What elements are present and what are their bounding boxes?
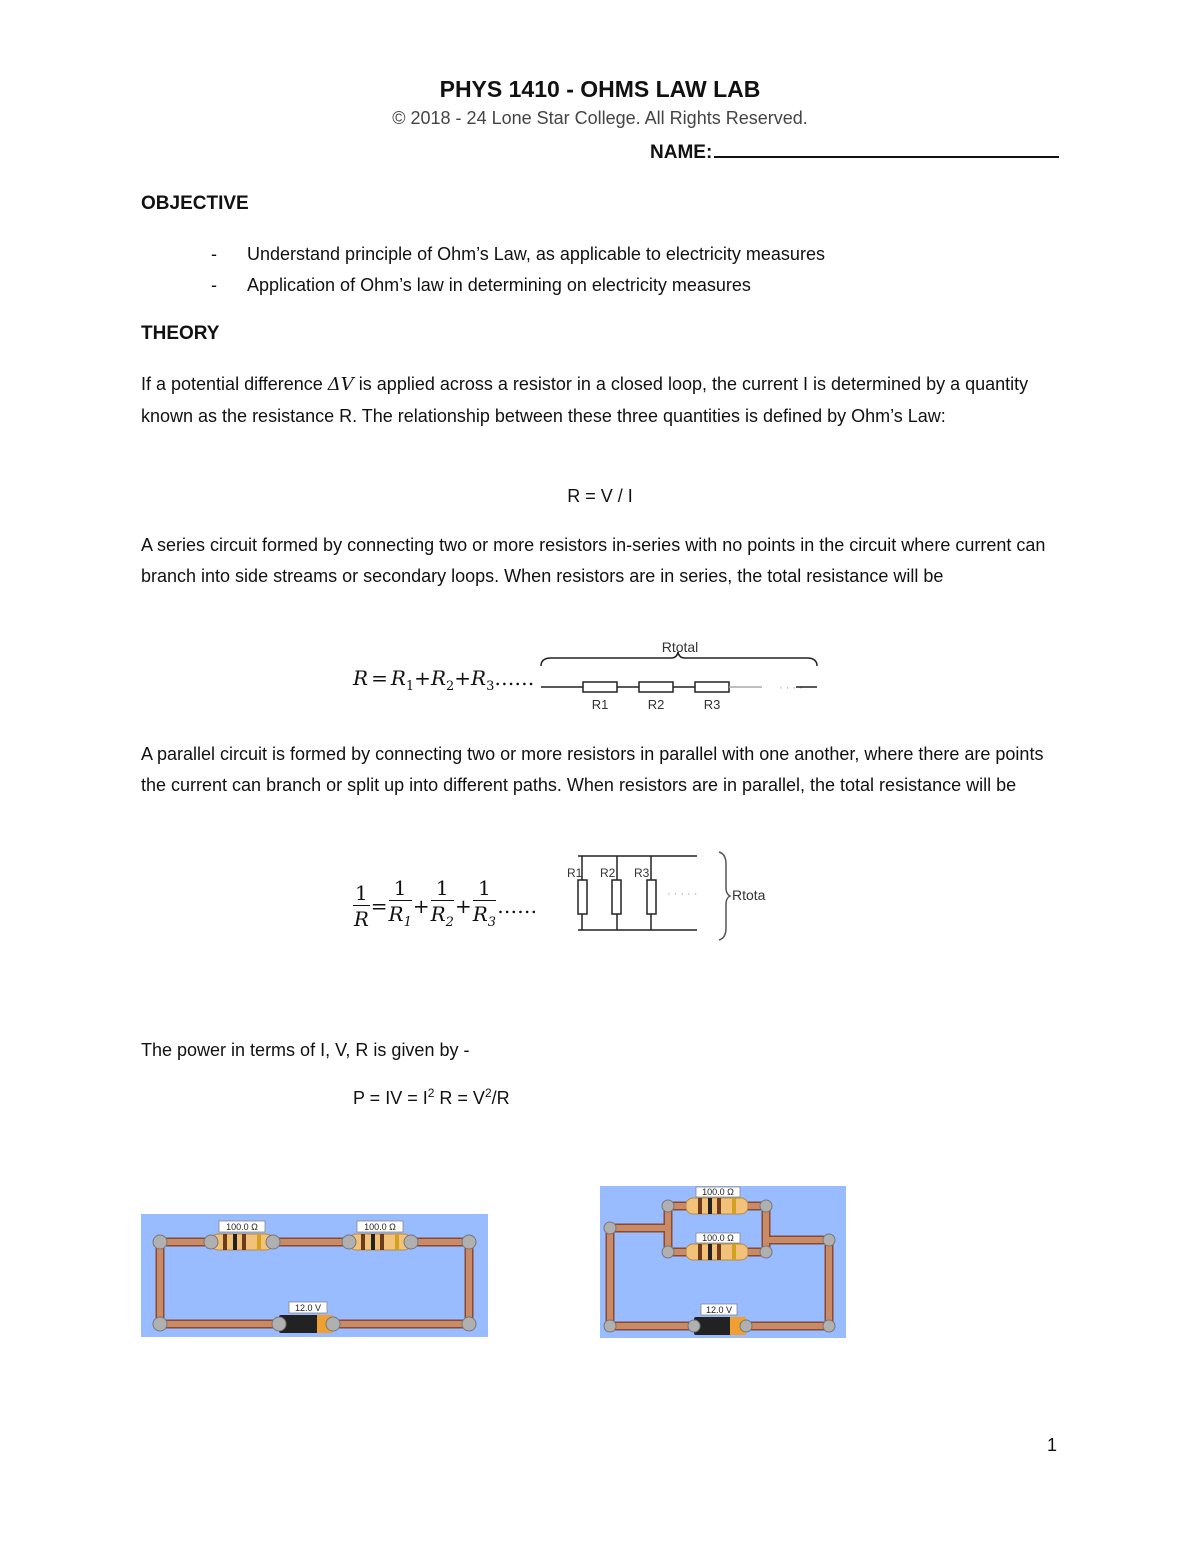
delta-v-symbol: ΔV	[327, 374, 354, 395]
copyright-line: © 2018 - 24 Lone Star College. All Rights Reserved.	[392, 108, 808, 128]
series-formula	[353, 666, 534, 694]
page-number: 1	[1047, 1435, 1058, 1455]
formula-symbol: R	[430, 666, 446, 690]
series-paragraph: A series circuit formed by connecting two or more resistors in-series with no points in the circuit where current can branch into side streams or secondary loops. When resistors are in series, the total resistance will be	[141, 535, 1046, 586]
parallel-paragraph: A parallel circuit is formed by connecting two or more resistors in parallel with one another, where there are points the current can branch or split up into different paths. When resistors are in parallel, the total resistance will be	[141, 744, 1044, 795]
parallel-total-brace	[719, 852, 730, 940]
battery-voltage-label: 12.0 V	[294, 1303, 322, 1313]
resistor-value-label: 100.0 Ω	[702, 1187, 734, 1197]
formula-symbol: =	[371, 666, 388, 690]
fraction: $\frac{1}{R_2}$	[430, 876, 454, 930]
series-circuit-image	[141, 1214, 488, 1337]
intro-text-after: is applied across a resistor in a closed loop, the current I is determined by a quantity known as the resistance R. The relationship between these three quantities is defined by Ohm’s Law:	[141, 374, 1029, 426]
formula-symbol: +	[454, 666, 472, 690]
power-formula-part: /R	[491, 1088, 510, 1108]
label-r2: R2	[647, 697, 665, 712]
resistor-value-label: 100.0 Ω	[702, 1233, 734, 1243]
resistor-r3	[647, 880, 656, 914]
formula-subscript: 3	[486, 679, 495, 694]
parallel-continuation-dots: · · · · ·	[667, 888, 698, 900]
power-formula-superscript: 2	[427, 1086, 435, 1100]
label-r1: R1	[567, 866, 583, 880]
formula-subscript: 1	[405, 679, 415, 694]
power-paragraph: The power in terms of I, V, R is given by -	[141, 1040, 470, 1060]
resistor-r2	[612, 880, 621, 914]
resistor-r1	[578, 880, 587, 914]
label-r2: R2	[600, 866, 616, 880]
ohms-law-equation: R = V / I	[567, 486, 633, 506]
bullet-marker: -	[211, 244, 217, 264]
formula-symbol: ……	[494, 666, 535, 690]
formula-symbol: =	[370, 894, 388, 918]
fraction: $\frac{1}{R_1}$	[388, 876, 412, 930]
fraction: $\frac{1}{R}$	[353, 880, 369, 931]
parallel-circuit-image	[600, 1186, 846, 1338]
name-blank-line[interactable]	[714, 140, 1059, 158]
series-continuation-dots: · · · ·	[779, 682, 803, 694]
formula-symbol: ……	[497, 894, 538, 918]
formula-symbol: R	[471, 666, 487, 690]
resistor-r2	[639, 682, 673, 692]
theory-intro-paragraph	[141, 369, 1061, 431]
resistor-r1	[211, 1221, 273, 1250]
resistor-r3	[695, 682, 729, 692]
series-resistor-diagram	[537, 634, 822, 716]
series-total-label: Rtotal	[661, 639, 699, 655]
power-formula-superscript: 2	[484, 1086, 492, 1100]
label-r3: R3	[634, 866, 650, 880]
resistor-r2	[349, 1221, 411, 1250]
parallel-resistor-diagram	[566, 850, 771, 942]
formula-symbol: R	[353, 666, 369, 690]
objective-heading: OBJECTIVE	[141, 193, 249, 214]
intro-text-before: If a potential difference	[141, 374, 328, 394]
power-formula	[353, 1086, 510, 1109]
resistor-r1	[583, 682, 617, 692]
battery-voltage-label: 12.0 V	[705, 1305, 733, 1315]
formula-symbol: R	[390, 666, 406, 690]
objective-item: Application of Ohm’s law in determining on electricity measures	[247, 275, 751, 295]
theory-heading: THEORY	[141, 323, 220, 344]
formula-subscript: 2	[446, 679, 455, 694]
page-title: PHYS 1410 - OHMS LAW LAB	[439, 76, 761, 102]
label-r3: R3	[703, 697, 721, 712]
name-label: NAME:	[650, 142, 713, 163]
formula-symbol: +	[454, 894, 472, 918]
label-r1: R1	[591, 697, 609, 712]
resistor-value-label: 100.0 Ω	[364, 1222, 396, 1232]
objective-item: Understand principle of Ohm’s Law, as applicable to electricity measures	[247, 244, 825, 264]
formula-symbol: +	[414, 666, 431, 690]
formula-symbol: +	[412, 894, 430, 918]
parallel-formula	[352, 876, 537, 936]
name-field[interactable]	[650, 140, 1059, 164]
bullet-marker: -	[211, 275, 217, 295]
power-formula-part: R = V	[434, 1088, 485, 1108]
power-formula-part: P = IV = I	[353, 1088, 428, 1108]
parallel-total-label: Rtota	[732, 887, 766, 903]
resistor-value-label: 100.0 Ω	[226, 1222, 258, 1232]
fraction: $\frac{1}{R_3}$	[472, 876, 497, 930]
